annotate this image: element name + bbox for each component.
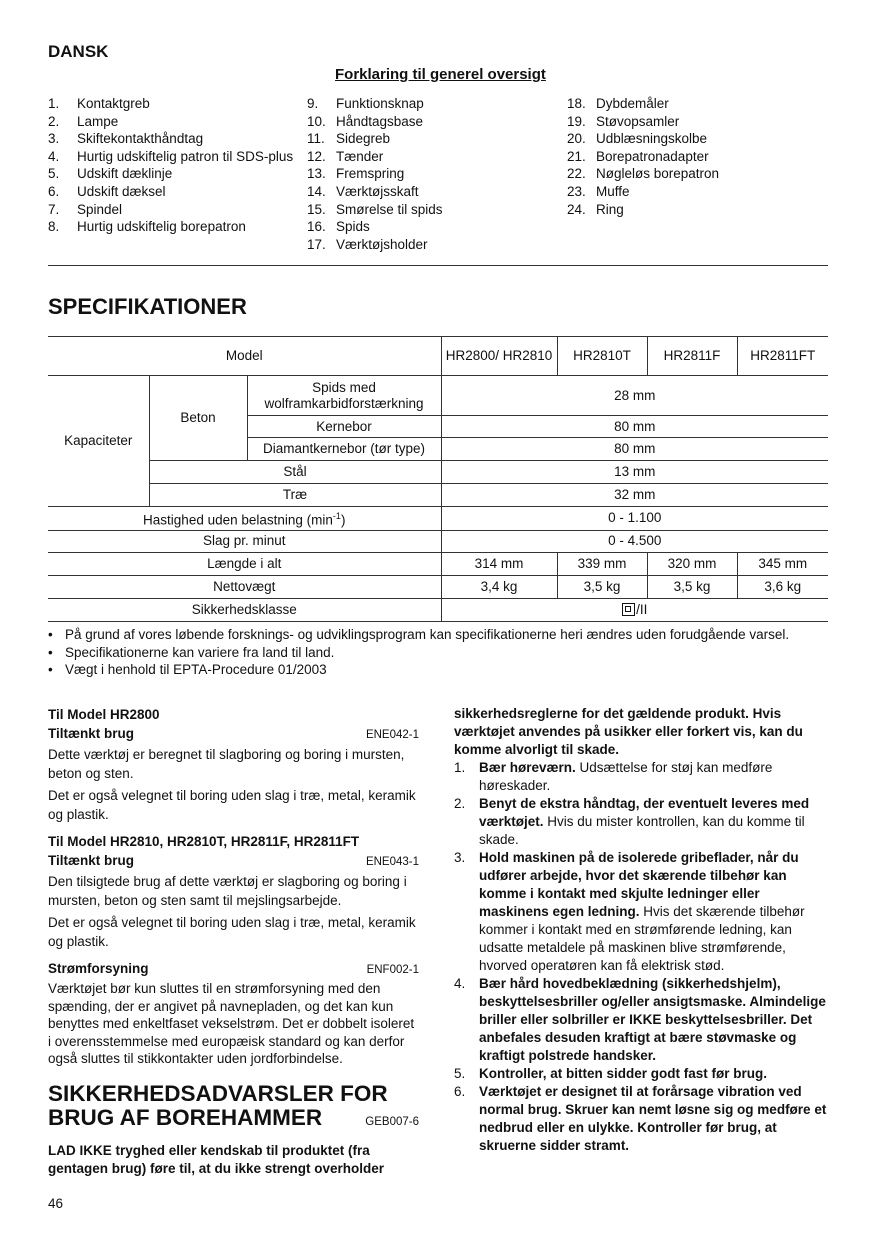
tcb-value-cell: 28 mm: [441, 376, 828, 416]
list-item: [567, 165, 817, 183]
item-number: 9.: [307, 96, 319, 111]
item-text: [479, 975, 830, 1065]
list-item: [567, 183, 817, 201]
model-heading: Til Model HR2800: [48, 707, 160, 722]
item-bold: Bær høreværn.: [479, 760, 576, 775]
diamond-label-cell: Diamantkernebor (tør type): [247, 438, 441, 461]
length-label-cell: Længde i alt: [48, 552, 441, 575]
specifications-table: [48, 336, 828, 622]
steel-label-cell: Stål: [149, 461, 441, 484]
page-number: 46: [48, 1196, 64, 1211]
weight-label-cell: Nettovægt: [48, 575, 441, 598]
item-number: 5.: [454, 1066, 466, 1081]
weight-cell: 3,6 kg: [737, 575, 828, 598]
item-label: Spids: [336, 219, 370, 235]
list-item: [307, 201, 557, 219]
safety-warnings-heading: [48, 1082, 419, 1134]
item-label: Hurtig udskiftelig borepatron: [77, 219, 246, 235]
section-code: GEB007-6: [365, 1115, 419, 1128]
noload-label-cell: [48, 507, 441, 531]
noload-label: Hastighed uden belastning (min: [143, 512, 333, 528]
item-bold: Hold maskinen på de isolerede gribeflader, når du udfører arbejde, hvor det skærende tilbehør kan komme i kontakt med skjulte ledninger eller maskinens egen ledning.: [479, 850, 799, 919]
list-item: [307, 236, 557, 254]
list-item: [307, 113, 557, 131]
overview-title: Forklaring til generel oversigt: [335, 66, 546, 83]
warning-intro: LAD IKKE tryghed eller kendskab til produktet (fra gentagen brug) føre til, at du ikke strengt overholder: [48, 1142, 385, 1176]
list-item: [567, 130, 817, 148]
item-number: 20.: [567, 131, 586, 147]
table-row: [48, 575, 828, 598]
table-row: [48, 598, 828, 621]
noload-close: ): [340, 512, 346, 528]
concrete-label-cell: Beton: [149, 376, 247, 461]
item-label: Funktionsknap: [336, 96, 424, 111]
section-title: Strømforsyning: [48, 961, 149, 976]
section-title: Tiltænkt brug: [48, 853, 134, 868]
list-item: [48, 130, 298, 148]
list-item: [48, 113, 298, 131]
list-item: [307, 95, 557, 113]
core-label-cell: Kernebor: [247, 416, 441, 438]
item-label: Spindel: [77, 201, 123, 217]
specifications-heading: SPECIFIKATIONER: [48, 294, 247, 319]
note-item: [48, 644, 830, 662]
heading-line: SIKKERHEDSADVARSLER FOR: [48, 1080, 388, 1106]
steel-value-cell: 13 mm: [441, 461, 828, 484]
item-number: 2.: [454, 796, 466, 811]
item-number: 16.: [307, 219, 326, 235]
list-item: [567, 148, 817, 166]
capacities-label-cell: Kapaciteter: [48, 376, 149, 507]
item-number: 14.: [307, 183, 326, 199]
item-normal: Hvis det skærende tilbehør kommer i kontakt med en strømførende ledning, kan udsatte metaldele på maskinen blive strømførende, hvorved operatøren kan få elektrisk stød.: [479, 904, 805, 973]
model-label-cell: Model: [48, 337, 441, 376]
item-label: Håndtagsbase: [336, 113, 424, 129]
warning-intro-continued: sikkerhedsreglerne for det gældende produkt. Hvis værktøjet anvendes på usikker eller forkert vis, kan du komme alvorligt til skade.: [454, 706, 803, 757]
note-text: Vægt i henhold til EPTA-Procedure 01/2003: [65, 662, 327, 677]
section-header: [48, 959, 419, 980]
list-item: [567, 95, 817, 113]
item-number: 3.: [48, 131, 60, 147]
table-row: [48, 507, 828, 531]
bullet-icon: •: [48, 627, 53, 642]
paragraph: Værktøjet bør kun sluttes til en strømforsyning med den spænding, der er angivet på navnepladen, og det kan kun benyttes med enkeltfaset vekselstrøm. Det er dobbelt isoleret i overensstemmelse med europæisk standard og kan derfor også sluttes til stikkontakter uden jordforbindelse.: [48, 981, 415, 1066]
list-item: [307, 165, 557, 183]
item-label: Tænder: [336, 148, 384, 164]
bpm-label-cell: Slag pr. minut: [48, 530, 441, 552]
item-number: 5.: [48, 166, 60, 182]
list-item: [48, 218, 298, 236]
item-text: [479, 1065, 830, 1083]
item-label: Dybdemåler: [596, 96, 669, 111]
list-item: [307, 130, 557, 148]
wood-value-cell: 32 mm: [441, 484, 828, 507]
item-text: [479, 759, 830, 795]
noload-value-cell: 0 - 1.100: [441, 507, 828, 531]
item-number: 23.: [567, 183, 586, 199]
item-number: 21.: [567, 148, 586, 164]
item-number: 10.: [307, 113, 326, 129]
item-number: 24.: [567, 201, 586, 217]
list-item: [567, 113, 817, 131]
section-code: ENE043-1: [365, 856, 419, 868]
item-label: Smørelse til spids: [336, 201, 443, 217]
item-number: 7.: [48, 201, 60, 217]
item-label: Udskift dæksel: [77, 183, 166, 199]
weight-cell: 3,5 kg: [647, 575, 737, 598]
item-label: Muffe: [596, 183, 630, 199]
item-number: 2.: [48, 113, 60, 129]
item-label: Fremspring: [336, 166, 405, 182]
table-row: [48, 376, 828, 416]
list-item: [48, 148, 298, 166]
table-row: [48, 530, 828, 552]
section-divider: [48, 265, 828, 266]
bullet-icon: •: [48, 662, 53, 677]
item-number: 13.: [307, 166, 326, 182]
item-bold: Kontroller, at bitten sidder godt fast før brug.: [479, 1066, 768, 1081]
note-text: Specifikationerne kan variere fra land til land.: [65, 644, 335, 660]
item-number: 1.: [454, 760, 466, 775]
item-normal: Hvis du mister kontrollen, kan du komme til skade.: [479, 814, 805, 847]
list-item: [307, 218, 557, 236]
note-text: På grund af vores løbende forsknings- og udviklingsprogram kan specifikationerne heri ændres uden forudgående varsel.: [65, 627, 790, 642]
table-row: [48, 484, 828, 507]
item-label: Støvopsamler: [596, 113, 680, 129]
safety-class-value: /II: [636, 601, 648, 617]
model-cell: HR2811F: [647, 337, 737, 376]
item-number: 3.: [454, 850, 466, 865]
heading-line: [48, 1106, 419, 1134]
paragraph: Den tilsigtede brug af dette værktøj er slagboring og boring i mursten, beton og sten samt til mejslingsarbejde.: [48, 874, 407, 908]
item-number: 11.: [307, 131, 325, 147]
safety-value-cell: [441, 598, 828, 621]
left-column: [48, 705, 419, 1178]
note-item: [48, 626, 830, 644]
item-text: [479, 795, 830, 849]
list-item: [48, 95, 298, 113]
item-text: [479, 849, 830, 975]
item-label: Værktøjsholder: [336, 236, 428, 252]
length-cell: 314 mm: [441, 552, 557, 575]
item-normal: Udsættelse for støj kan medføre høreskader.: [479, 760, 773, 793]
item-label: Kontaktgreb: [77, 96, 150, 111]
item-label: Sidegreb: [336, 131, 391, 147]
table-row: [48, 552, 828, 575]
item-text: [479, 1083, 830, 1155]
section-title: Tiltænkt brug: [48, 726, 134, 741]
length-cell: 345 mm: [737, 552, 828, 575]
item-number: 22.: [567, 166, 586, 182]
right-column: [454, 705, 830, 1155]
section-code: ENF002-1: [366, 964, 419, 976]
paragraph: Det er også velegnet til boring uden slag i træ, metal, keramik og plastik.: [48, 788, 416, 822]
section-header: [48, 724, 419, 745]
item-label: Skiftekontakthåndtag: [77, 131, 204, 147]
model-cell: HR2810T: [557, 337, 647, 376]
noload-sup: -1: [332, 511, 341, 521]
model-cell: HR2800/ HR2810: [441, 337, 557, 376]
item-number: 6.: [454, 1084, 466, 1099]
core-value-cell: 80 mm: [441, 416, 828, 438]
safety-label-cell: Sikkerhedsklasse: [48, 598, 441, 621]
item-label: Nøgleløs borepatron: [596, 166, 720, 182]
overview-col-3: [567, 95, 817, 218]
item-bold: Værktøjet er designet til at forårsage vibration ved normal brug. Skruer kan nemt løsne sig og medføre et nedbrud eller en ulykke. Kontroller før brug, at skruerne sidder stramt.: [479, 1084, 827, 1153]
list-item: [454, 975, 830, 1065]
bullet-icon: •: [48, 644, 53, 660]
list-item: [48, 183, 298, 201]
item-bold: Bær hård hovedbeklædning (sikkerhedshjelm), beskyttelsesbriller og/eller ansigtsmaske. Almindelige briller eller solbriller er IKKE beskyttelsesbriller. Det anbefales desuden kraftigt at bære støvmaske og kraftigt polstrede handsker.: [479, 976, 826, 1063]
diamond-value-cell: 80 mm: [441, 438, 828, 461]
length-cell: 320 mm: [647, 552, 737, 575]
list-item: [48, 165, 298, 183]
item-number: 12.: [307, 148, 326, 164]
wood-label-cell: Træ: [149, 484, 441, 507]
overview-col-2: [307, 95, 557, 253]
table-row: [48, 337, 828, 376]
spec-notes: [48, 626, 830, 679]
item-label: Borepatronadapter: [596, 148, 709, 164]
overview-col-1: [48, 95, 298, 236]
item-number: 4.: [48, 148, 60, 164]
heading-text: BRUG AF BOREHAMMER: [48, 1104, 323, 1130]
list-item: [454, 1065, 830, 1083]
list-item: [307, 183, 557, 201]
list-item: [454, 849, 830, 975]
item-number: 1.: [48, 96, 60, 111]
paragraph: Det er også velegnet til boring uden slag i træ, metal, keramik og plastik.: [48, 915, 416, 949]
item-label: Udblæsningskolbe: [596, 131, 708, 147]
list-item: [307, 148, 557, 166]
weight-cell: 3,4 kg: [441, 575, 557, 598]
table-row: [48, 461, 828, 484]
section-header: [48, 851, 419, 872]
tcb-label-cell: Spids med wolframkarbidforstærkning: [247, 376, 441, 416]
list-item: [454, 1083, 830, 1155]
item-label: Ring: [596, 201, 624, 217]
weight-cell: 3,5 kg: [557, 575, 647, 598]
item-number: 15.: [307, 201, 326, 217]
length-cell: 339 mm: [557, 552, 647, 575]
item-number: 4.: [454, 976, 466, 991]
item-label: Lampe: [77, 113, 119, 129]
note-item: [48, 661, 830, 679]
item-bold: Benyt de ekstra håndtag, der eventuelt leveres med værktøjet.: [479, 796, 810, 829]
list-item: [567, 201, 817, 219]
model-heading: Til Model HR2810, HR2810T, HR2811F, HR2811FT: [48, 834, 360, 849]
list-item: [454, 795, 830, 849]
list-item: [454, 759, 830, 795]
bpm-value-cell: 0 - 4.500: [441, 530, 828, 552]
item-number: 19.: [567, 113, 586, 129]
list-item: [48, 201, 298, 219]
language-heading: DANSK: [48, 42, 109, 61]
section-code: ENE042-1: [365, 729, 419, 741]
item-label: Hurtig udskiftelig patron til SDS-plus: [77, 148, 294, 164]
paragraph: Dette værktøj er beregnet til slagboring og boring i mursten, beton og sten.: [48, 747, 405, 781]
item-number: 6.: [48, 183, 60, 199]
item-label: Udskift dæklinje: [77, 166, 173, 182]
item-label: Værktøjsskaft: [336, 183, 419, 199]
item-number: 18.: [567, 96, 586, 111]
double-insulation-icon: [622, 603, 635, 616]
item-number: 17.: [307, 236, 326, 252]
item-number: 8.: [48, 219, 60, 235]
model-cell: HR2811FT: [737, 337, 828, 376]
